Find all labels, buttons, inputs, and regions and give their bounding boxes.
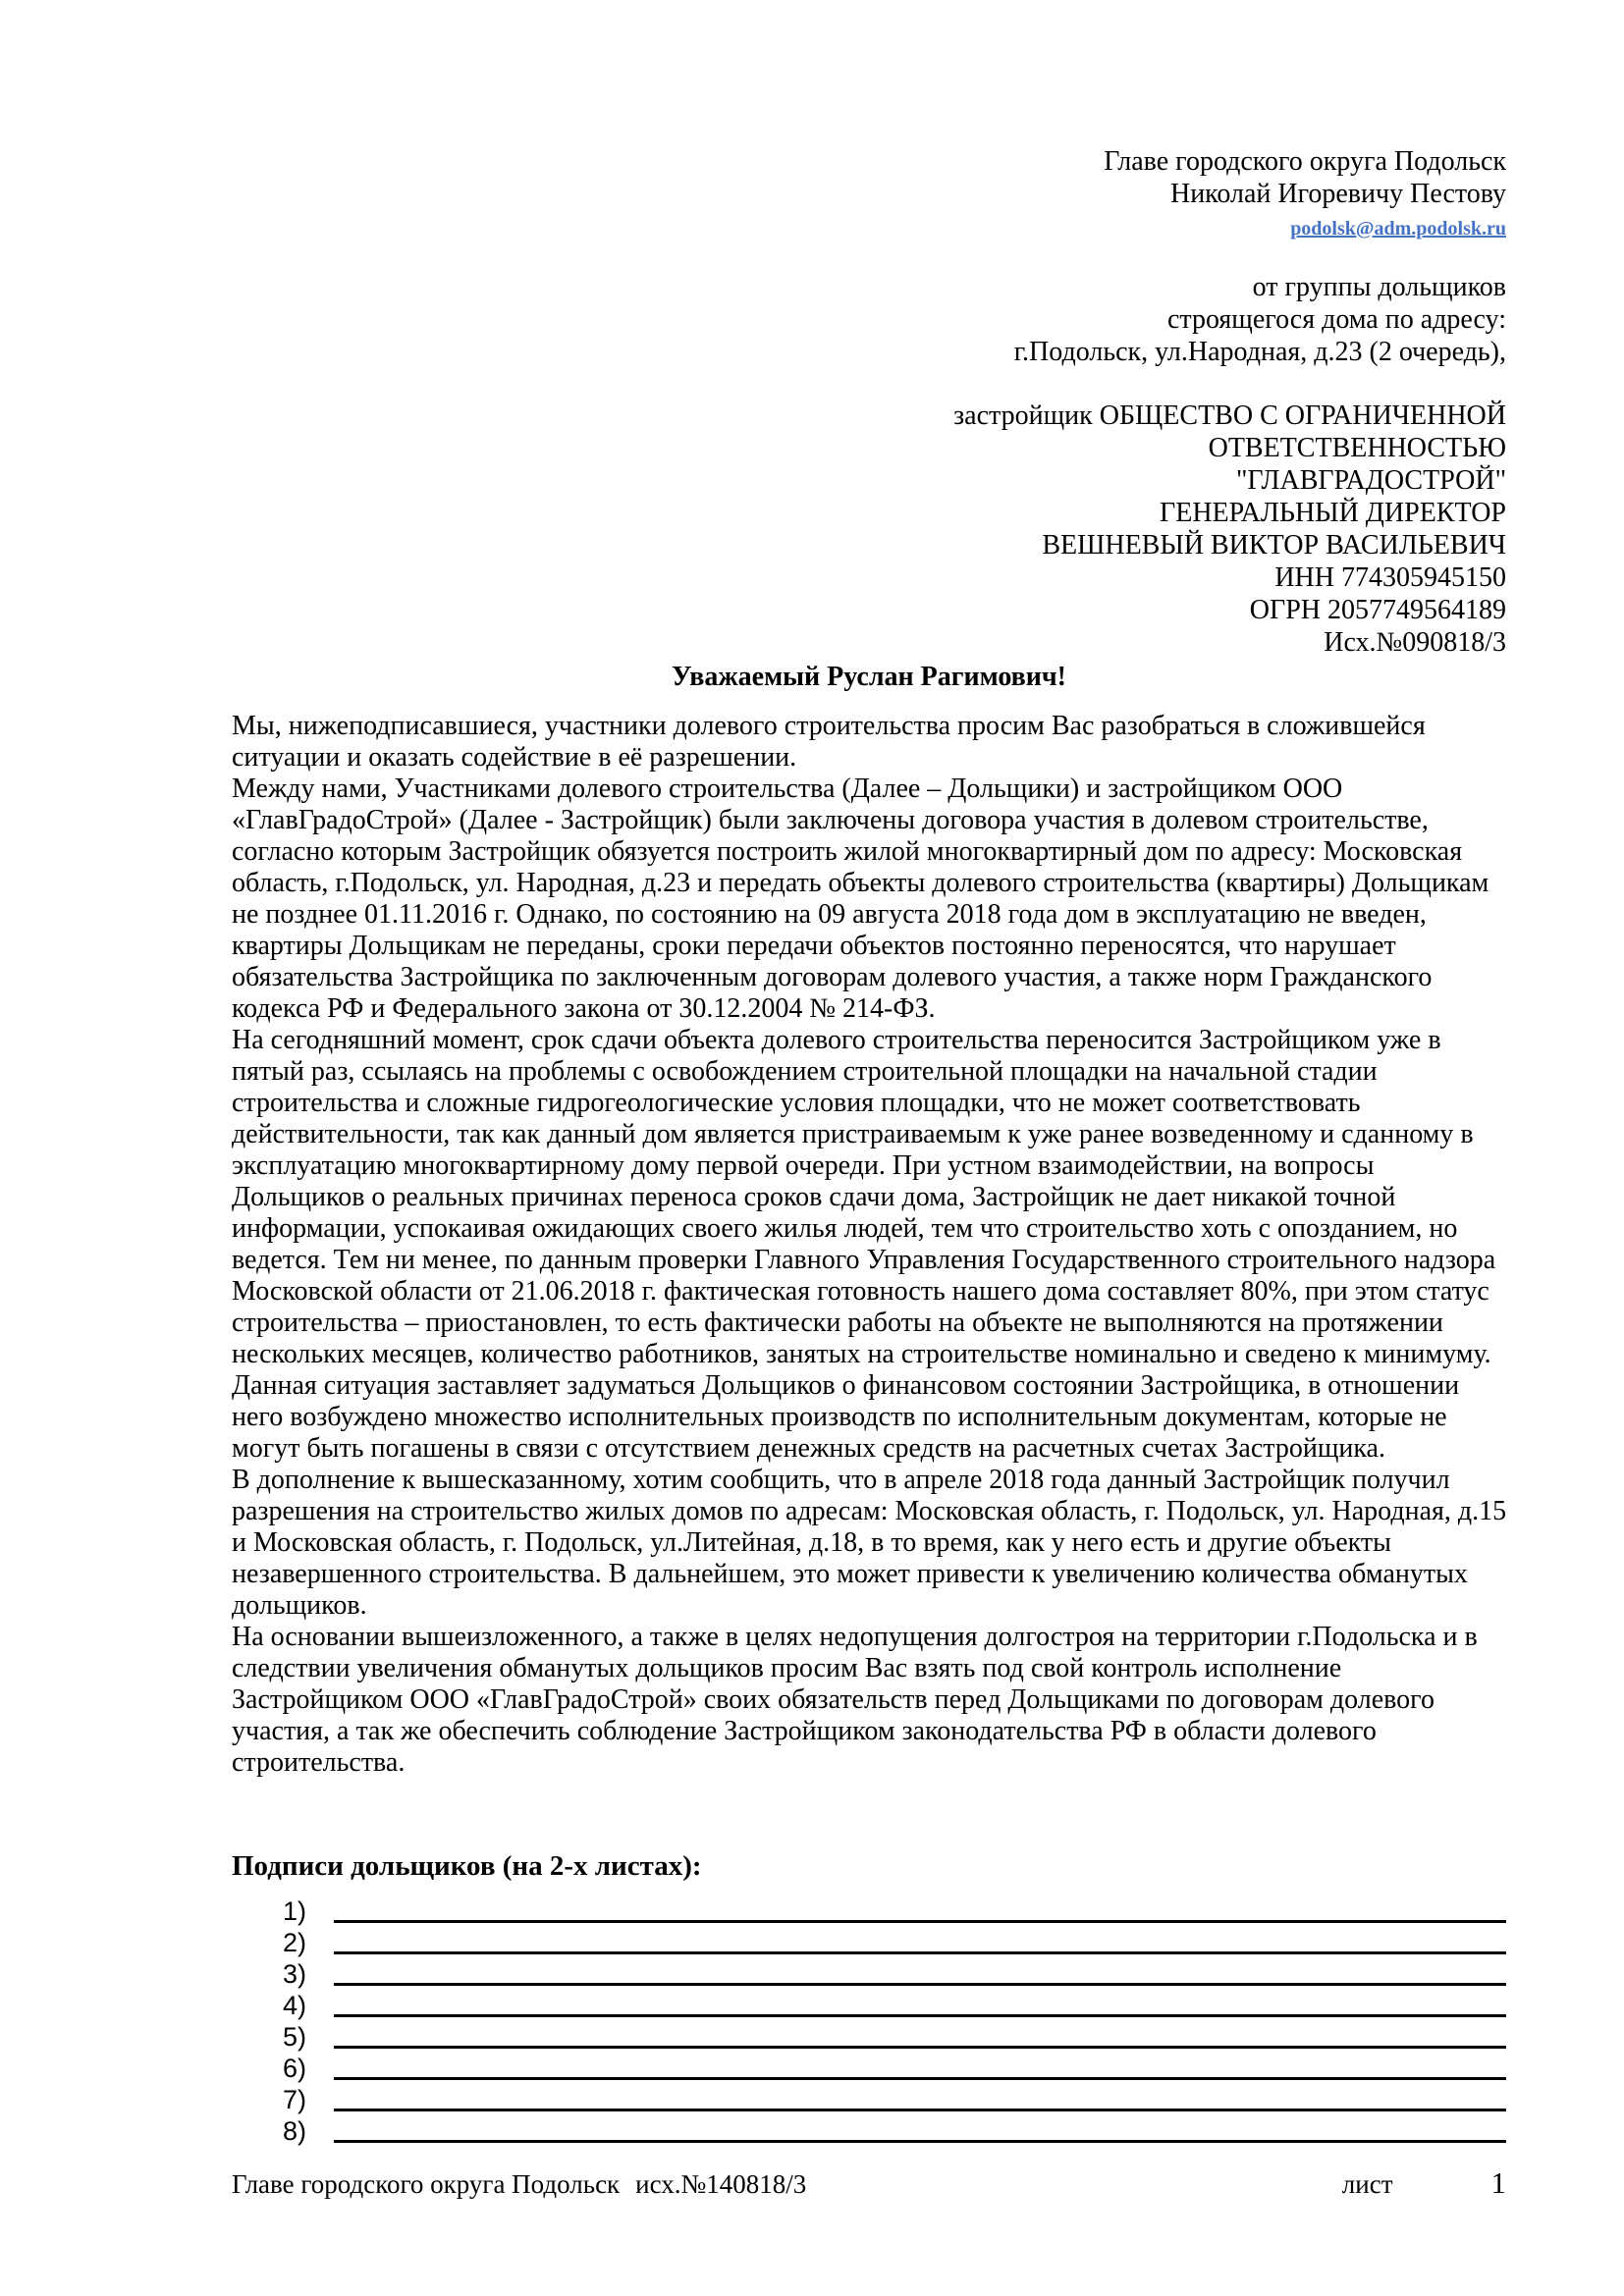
body-line: область, г.Подольск, ул. Народная, д.23 и передать объекты долевого строительства (квартиры) Дольщикам <box>232 868 1489 898</box>
signatures-heading: Подписи дольщиков (на 2-х листах): <box>232 1850 702 1882</box>
signature-blank-line <box>334 2108 1506 2111</box>
signature-number: 7) <box>283 2085 307 2114</box>
body-paragraph <box>232 1622 1506 1779</box>
body-line: строительства – приостановлен, то есть фактически работы на объекте не выполняются на протяжении <box>232 1308 1443 1338</box>
developer-line: "ГЛАВГРАДОСТРОЙ" <box>1235 465 1506 496</box>
signature-number: 8) <box>283 2116 307 2146</box>
developer-line: ОТВЕТСТВЕННОСТЬЮ <box>1208 433 1506 463</box>
developer-line: застройщик ОБЩЕСТВО С ОГРАНИЧЕННОЙ <box>953 400 1506 431</box>
letterhead-spacer <box>232 368 1506 400</box>
signature-row <box>232 2020 1506 2052</box>
body-line: ситуации и оказать содействие в её разрешении. <box>232 742 797 773</box>
body-line: На сегодняшний момент, срок сдачи объекта долевого строительства переносится Застройщиком уже в <box>232 1025 1441 1055</box>
letterhead-spacer <box>232 245 1506 271</box>
signature-row <box>232 2114 1506 2146</box>
body-line: разрешения на строительство жилых домов по адресам: Московская область, г. Подольск, ул. Народная, д.15 <box>232 1496 1507 1526</box>
developer-line: ГЕНЕРАЛЬНЫЙ ДИРЕКТОР <box>1160 498 1506 528</box>
body-line: могут быть погашены в связи с отсутствием денежных средств на расчетных счетах Застройщика. <box>232 1433 1385 1464</box>
body-line: информации, успокаивая ожидающих своего жилья людей, тем что строительство хоть с опозданием, но <box>232 1213 1458 1244</box>
footer-ref-number: исх.№140818/3 <box>635 2169 807 2199</box>
body-line: эксплуатацию многоквартирному дому первой очереди. При устном взаимодействии, на вопросы <box>232 1150 1375 1181</box>
signature-blank-line <box>334 2045 1506 2049</box>
body-line: не позднее 01.11.2016 г. Однако, по состоянию на 09 августа 2018 года дом в эксплуатацию не введен, <box>232 899 1427 930</box>
signature-number: 1) <box>283 1896 307 1926</box>
body-line: Мы, нижеподписавшиеся, участники долевого строительства просим Вас разобраться в сложившейся <box>232 711 1426 741</box>
signature-row <box>232 2083 1506 2114</box>
sender-line: от группы дольщиков <box>1252 272 1506 302</box>
developer-line: ИНН 774305945150 <box>1274 562 1506 593</box>
body-line: Данная ситуация заставляет задуматься Дольщиков о финансовом состоянии Застройщика, в отношении <box>232 1370 1460 1401</box>
signature-number: 5) <box>283 2022 307 2052</box>
developer-line: Исх.№090818/3 <box>1324 627 1506 658</box>
body-line: следствии увеличения обманутых дольщиков просим Вас взять под свой контроль исполнение <box>232 1653 1342 1683</box>
body-line: кодекса РФ и Федерального закона от 30.12.2004 № 214-ФЗ. <box>232 993 936 1024</box>
body-paragraph <box>232 711 1506 774</box>
signature-list <box>232 1895 1506 2146</box>
body-line: «ГлавГрадоСтрой» (Далее - Застройщик) были заключены договора участия в долевом строительстве, <box>232 805 1429 835</box>
letterhead <box>232 145 1506 659</box>
signature-number: 6) <box>283 2054 307 2083</box>
signature-row <box>232 1895 1506 1926</box>
footer-page-number: 1 <box>1490 2165 1506 2200</box>
signature-row <box>232 1957 1506 1989</box>
body-line: пятый раз, ссылаясь на проблемы с освобождением строительной площадки на начальной стадии <box>232 1056 1378 1087</box>
body-line: Между нами, Участниками долевого строительства (Далее – Дольщики) и застройщиком ООО <box>232 774 1343 804</box>
developer-line: ОГРН 2057749564189 <box>1249 595 1506 625</box>
sender-block <box>232 271 1506 368</box>
body-line: него возбуждено множество исполнительных производств по исполнительным документам, которые не <box>232 1402 1447 1432</box>
signature-row <box>232 2052 1506 2083</box>
developer-block <box>232 400 1506 659</box>
signature-number: 2) <box>283 1928 307 1957</box>
sender-line: г.Подольск, ул.Народная, д.23 (2 очередь), <box>1013 337 1506 367</box>
developer-line: ВЕШНЕВЫЙ ВИКТОР ВАСИЛЬЕВИЧ <box>1042 530 1506 561</box>
signature-blank-line <box>334 1950 1506 1954</box>
recipient-block <box>232 145 1506 210</box>
recipient-email-link[interactable]: podolsk@adm.podolsk.ru <box>1290 218 1506 240</box>
footer-sheet-label: лист <box>1341 2169 1393 2199</box>
signature-blank-line <box>334 1982 1506 1986</box>
signature-number: 3) <box>283 1959 307 1989</box>
sender-line: строящегося дома по адресу: <box>1166 304 1506 335</box>
letter-body <box>232 711 1506 1779</box>
body-line: участия, а так же обеспечить соблюдение Застройщиком законодательства РФ в области долевого <box>232 1716 1377 1746</box>
signature-blank-line <box>334 1919 1506 1923</box>
body-line: нескольких месяцев, количество работников, занятых на строительстве номинально и сведено к минимуму. <box>232 1339 1491 1369</box>
body-line: Московской области от 21.06.2018 г. фактическая готовность нашего дома составляет 80%, при этом статус <box>232 1276 1489 1307</box>
body-paragraph <box>232 1465 1506 1622</box>
signature-number: 4) <box>283 1991 307 2020</box>
body-line: квартиры Дольщикам не переданы, сроки передачи объектов постоянно переносятся, что нарушает <box>232 931 1396 961</box>
letter-content <box>232 145 1506 2146</box>
signature-blank-line <box>334 2013 1506 2017</box>
body-line: и Московская область, г. Подольск, ул.Литейная, д.18, в то время, как у него есть и другие объекты <box>232 1527 1391 1558</box>
body-line: строительства. <box>232 1747 406 1778</box>
page-footer <box>232 2167 1506 2200</box>
recipient-line: Главе городского округа Подольск <box>1104 146 1506 177</box>
signature-row <box>232 1926 1506 1957</box>
body-line: дольщиков. <box>232 1590 367 1621</box>
salutation-heading: Уважаемый Руслан Рагимович! <box>671 662 1066 692</box>
signature-blank-line <box>334 2139 1506 2143</box>
footer-left-text: Главе городского округа Подольск <box>232 2169 621 2199</box>
body-line: Застройщиком ООО «ГлавГрадоСтрой» своих обязательств перед Дольщиками по договорам долевого <box>232 1684 1435 1715</box>
body-line: ведется. Тем ни менее, по данным проверки Главного Управления Государственного строительного надзора <box>232 1245 1496 1275</box>
recipient-line: Николай Игоревичу Пестову <box>1169 179 1506 209</box>
body-line: В дополнение к вышесказанному, хотим сообщить, что в апреле 2018 года данный Застройщик получил <box>232 1465 1450 1495</box>
body-line: Дольщиков о реальных причинах переноса сроков сдачи дома, Застройщик не дает никакой точной <box>232 1182 1396 1212</box>
signature-row <box>232 1989 1506 2020</box>
recipient-email-line <box>232 210 1506 245</box>
body-paragraph <box>232 774 1506 1025</box>
body-paragraph <box>232 1025 1506 1465</box>
signature-blank-line <box>334 2076 1506 2080</box>
body-line: незавершенного строительства. В дальнейшем, это может привести к увеличению количества обманутых <box>232 1559 1468 1589</box>
body-line: обязательства Застройщика по заключенным договорам долевого участия, а также норм Гражданского <box>232 962 1433 992</box>
body-line: согласно которым Застройщик обязуется построить жилой многоквартирный дом по адресу: Московская <box>232 836 1463 867</box>
body-line: действительности, так как данный дом является пристраиваемым к уже ранее возведенному и сданному в <box>232 1119 1474 1149</box>
body-line: строительства и сложные гидрогеологические условия площадки, что не может соответствовать <box>232 1088 1361 1118</box>
body-line: На основании вышеизложенного, а также в целях недопущения долгостроя на территории г.Подольска и в <box>232 1622 1478 1652</box>
